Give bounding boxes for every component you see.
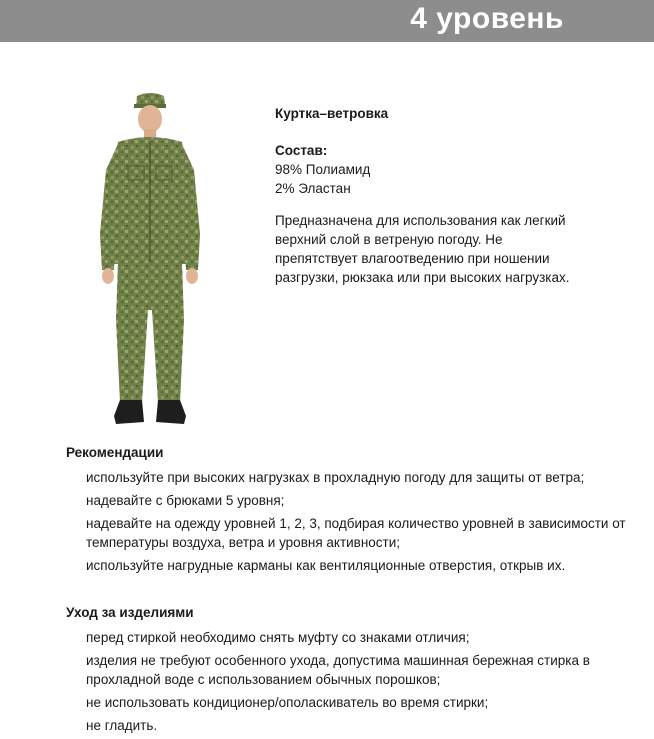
list-item: надевайте с брюками 5 уровня; xyxy=(86,493,285,508)
list-item: не гладить. xyxy=(86,718,158,733)
list-item: перед стиркой необходимо снять муфту со знаками отличия; xyxy=(86,630,470,645)
list-item: используйте нагрудные карманы как вентиляционные отверстия, открыв их. xyxy=(86,558,566,573)
recommendations-section xyxy=(66,443,626,579)
composition-item: 2% Эластан xyxy=(275,181,351,196)
recommendations-list xyxy=(66,468,626,575)
page-title: 4 уровень xyxy=(410,2,564,35)
recommendations-heading: Рекомендации xyxy=(66,445,164,460)
care-section xyxy=(66,603,626,739)
composition-heading: Состав: xyxy=(275,143,328,158)
product-name: Куртка–ветровка xyxy=(275,106,389,121)
header-bar xyxy=(0,0,654,42)
product-photo xyxy=(70,74,230,440)
product-info xyxy=(275,104,575,301)
list-item: надевайте на одежду уровней 1, 2, 3, подбирая количество уровней в зависимости от температуры воздуха, ветра и уровня активности; xyxy=(86,516,626,550)
soldier-illustration xyxy=(70,74,230,440)
list-item: не использовать кондиционер/ополаскиватель во время стирки; xyxy=(86,695,489,710)
composition-item: 98% Полиамид xyxy=(275,162,371,177)
product-description: Предназначена для использования как легкий верхний слой в ветреную погоду. Не препятствует влагоотведению при ношении разгрузки, рюкзака или при высоких нагрузках. xyxy=(275,213,570,285)
care-list xyxy=(66,628,626,735)
list-item: используйте при высоких нагрузках в прохладную погоду для защиты от ветра; xyxy=(86,470,585,485)
list-item: изделия не требуют особенного ухода, допустима машинная бережная стирка в прохладной воде с использованием обычных порошков; xyxy=(86,653,590,687)
care-heading: Уход за изделиями xyxy=(66,605,194,620)
